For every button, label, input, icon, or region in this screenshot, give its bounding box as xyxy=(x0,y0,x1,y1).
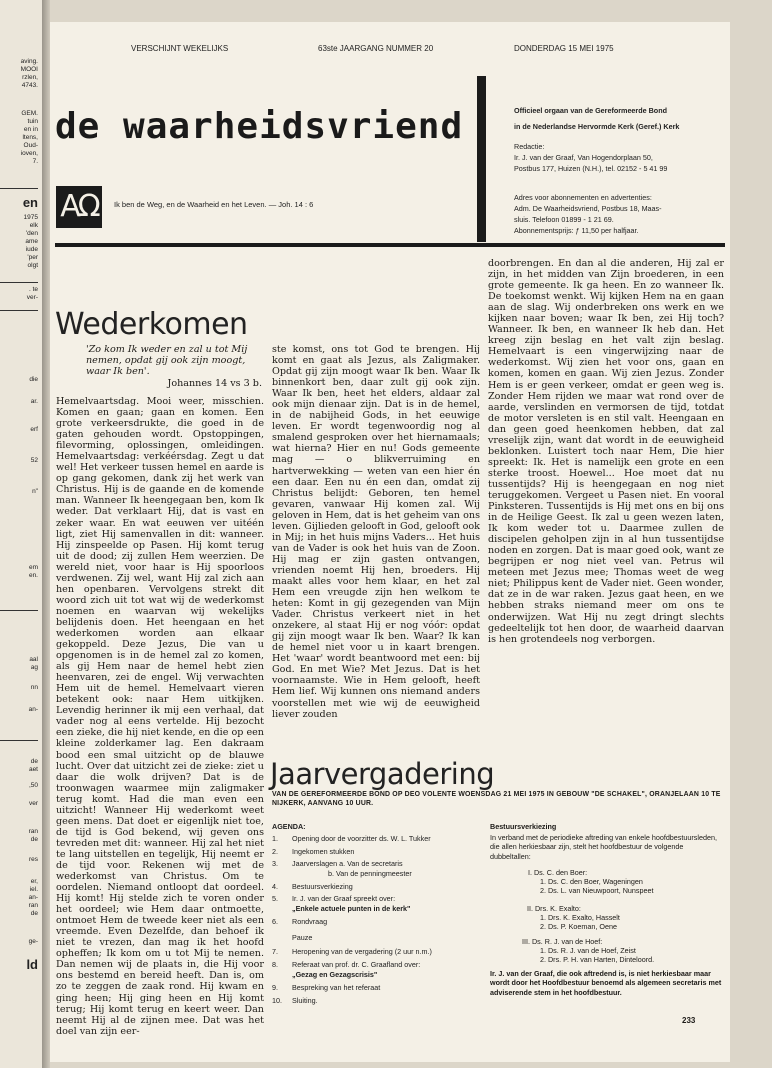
spine-fragment: ioven, xyxy=(20,150,38,157)
agenda-item-text: „Enkele actuele punten in de kerk" xyxy=(292,904,411,913)
spine-fragment: ver- xyxy=(26,294,38,301)
redactie-line-1: Ir. J. van der Graaf, Van Hogendorplaan 50, xyxy=(514,153,653,162)
volume-issue: 63ste JAARGANG NUMMER 20 xyxy=(318,44,434,53)
candidate-3b: 2. Drs. P. H. van Harten, Dinteloord. xyxy=(540,955,655,964)
spine-fragment: ar. xyxy=(30,398,38,405)
spine-fragment: en in xyxy=(23,126,38,133)
agenda-label: AGENDA: xyxy=(272,822,306,831)
spine-fragment: . te xyxy=(28,286,38,293)
agenda-item-number: 5. xyxy=(272,894,278,903)
agenda-item-text: Pauze xyxy=(292,933,313,942)
spine-fragment: de xyxy=(30,910,38,917)
spine-fragment: iude xyxy=(25,246,38,253)
spine-fragment: erf xyxy=(30,426,38,433)
masthead-title: de waarheidsvriend xyxy=(55,106,464,147)
agenda-item-number: 9. xyxy=(272,983,278,992)
agenda-item-number: 2. xyxy=(272,847,278,856)
agenda-item-number: 8. xyxy=(272,960,278,969)
spine-fragment: 7. xyxy=(32,158,38,165)
agenda-item-text: b. Van de penningmeester xyxy=(328,869,412,878)
spine-fragment: em xyxy=(28,564,38,571)
spine-fragment: Oud- xyxy=(23,142,38,149)
article-column-3-text: doorbrengen. En dan al die anderen, Hij zal er zijn, in het midden van Zijn broederen, in een grote gemeente. Ik ga heen. En zo wanneer Ik. De toekomst wenkt. Wij kijken Hem na en gaan aan de slag. Wij onderbreken ons werk en we kijken naar boven; waar Ik ben, zei Hij toch? Wanneer. Ik ben, en wanneer Ik heb dan. Het kreeg zijn beslag en het valt zijn beslag. Hemelvaart is een vingerwijzing naar de wederkomst. Wij zien het voor ons, gaan en komen, komen en gaan. Wij zien Jezus. Zonder Hem is er geen verkeer, omdat er geen weg is. Zonder Hem rijden we maar wat rond over de aarde, verslinden en vermorsen de tijd, totdat de motor versleten is en stil valt. Heengaan en dan geen goed heenkomen hebben, dat zal vreselijk zijn, want dat wordt in de eeuwigheid beklonken. Luistert toch naar Hem, Die hier spreekt: Ik. Het is namelijk een grote en een sterke troost. Hoewel... Hoe moet dat nu tussentijds? Hij is heengegaan en nog niet teruggekomen. Vergeet u Pasen niet. En vooral Pinksteren. Tussentijds is Hij met ons en bij ons in de Heilige Geest. Ik zal u geen wezen laten, Ik kom weder tot u. Daarmee zullen de discipelen geholpen zijn in al hun tussentijdse noden en zorgen. Dat is maar goed ook, want ze begrijpen er nog niet veel van. Petrus wil meteen met Jezus mee; Thomas weet de weg niet; Philippus kent de Vader niet. Geen wonder, dat ze in de war raken. Jezus gaat heen, en we hebben straks niemand meer om ons te onderwijzen. Wat Hij nu zegt dringt slechts gedeeltelijk tot hen door, de waarheid daarvan is hen grotendeels nog verborgen. xyxy=(488,258,724,645)
spine-fragment: en. xyxy=(28,572,38,579)
spine-fragment: ltens, xyxy=(22,134,38,141)
agenda-item-text: Opening door de voorzitter ds. W. L. Tukker xyxy=(292,834,431,843)
spine-fragment: ag xyxy=(30,664,38,671)
spine-fragment: an- xyxy=(28,894,38,901)
meeting-announcement: VAN DE GEREFORMEERDE BOND OP DEO VOLENTE WOENSDAG 21 MEI 1975 IN GEBOUW "DE SCHAKEL", ORANJELAAN 10 TE NIJKERK, AANVANG 10 UUR. xyxy=(272,791,721,807)
agenda-item-text: Jaarverslagen a. Van de secretaris xyxy=(292,859,403,868)
spine-rule xyxy=(0,282,38,283)
agenda-item-text: Sluiting. xyxy=(292,996,318,1005)
spine-fragment: iel. xyxy=(29,886,38,893)
agenda-item-text: Ingekomen stukken xyxy=(292,847,355,856)
spine-fragment: er, xyxy=(30,878,38,885)
spine-rule xyxy=(0,188,38,189)
agenda-item-text: Bestuursverkiezing xyxy=(292,882,353,891)
spine-fragment: ran xyxy=(28,828,38,835)
spine-fragment: ,50 xyxy=(28,782,38,789)
alpha-omega-logo: AΩ xyxy=(56,186,102,228)
candidate-group-2: II. Drs. K. Exalto: xyxy=(527,904,581,913)
article-title-jaarvergadering: Jaarvergadering xyxy=(270,757,495,791)
candidate-1b: 2. Ds. L. van Nieuwpoort, Nunspeet xyxy=(540,886,654,895)
address-line-2: Adm. De Waarheidsvriend, Postbus 18, Maas- xyxy=(514,204,662,213)
masthead-rule xyxy=(55,243,725,247)
agenda-item-number: 3. xyxy=(272,859,278,868)
spine-fragment: elk xyxy=(29,222,38,229)
official-organ-line-1: Officieel orgaan van de Gereformeerde Bond xyxy=(514,106,667,115)
article-column-3 xyxy=(488,258,724,738)
spine-fragment: ld xyxy=(26,957,38,972)
agenda-item-text: „Gezag en Gezagscrisis" xyxy=(292,970,378,979)
scripture-quote: 'Zo kom Ik weder en zal u tot Mij nemen, opdat gij ook zijn moogt, waar Ik ben'. xyxy=(86,344,248,378)
election-title: Bestuursverkiezing xyxy=(490,822,557,831)
agenda-item-text: Referaat van prof. dr. C. Graafland over: xyxy=(292,960,421,969)
agenda-item-number: 6. xyxy=(272,917,278,926)
article-column-2 xyxy=(272,344,480,752)
candidate-2a: 1. Drs. K. Exalto, Hasselt xyxy=(540,913,620,922)
spine-fragment: en xyxy=(22,195,38,210)
agenda-item-number: 10. xyxy=(272,996,282,1005)
agenda-item-number: 7. xyxy=(272,947,278,956)
spine-fragment: GEM. xyxy=(21,110,38,117)
agenda-item-text: Bespreking van het referaat xyxy=(292,983,381,992)
spine-fragment: tuin xyxy=(27,118,38,125)
candidate-3a: 1. Ds. R. J. van de Hoef, Zeist xyxy=(540,946,636,955)
candidate-2b: 2. Ds. P. Koeman, Oene xyxy=(540,922,617,931)
page-gutter xyxy=(42,0,50,1068)
subscription-price: Abonnementsprijs: ƒ 11,50 per halfjaar. xyxy=(514,226,639,235)
article-column-2-text: ste komst, ons tot God te brengen. Hij komt en gaat als Jezus, als Zaligmaker. Opdat gij zijn moogt waar Ik ben. Waar Ik binnenkort ben, daar zult gij ook zijn. Waar Ik ben, heet het elders, aldaar zal ook mijn dienaar zijn. Dat is in de hemel, in de nabijheid Gods, in het eeuwige leven. Er wordt tegenwoordig nog al smalend gesproken over het hiernamaals; wat hierna? Hier en nu! Gods gemeente mag — o blikverruiming en hartverwekking — weten van een hier én een daar. Een nu én een dan, omdat zij Christus belijdt: Geboren, ten hemel gevaren, vanwaar Hij komen zal. Wij geloven in Hem, dat is het geheim van ons leven. Gijlieden gelooft in God, gelooft ook in Mij; in het huis mijns Vaders... Het huis van de Vader is ook het huis van de Zoon. Hij mag er zijn gasten ontvangen, vrienden noemt Hij hen, broeders. Hij maakt alles voor hem klaar, en het zal Hem een vreugde zijn hen welkom te heten: Komt in gij gezegenden van Mijn Vader. Christus verkeert niet in het onzekere, al staat Hij er nog vóór: opdat gij zijn moogt waar Ik ben. Waar? Ik kan de hemel niet voor u in kaart brengen. Het 'waar' wordt beantwoord met een: bij God. En met Wie? Met Jezus. Dat is het voornaamste. Wie in Hem gelooft, heeft Hem lief. Wij kunnen ons niemand anders voorstellen met wie wij de eeuwigheid liever zouden xyxy=(272,344,480,720)
address-line-3: sluis. Telefoon 01899 - 1 21 69. xyxy=(514,215,614,224)
spine-fragment: olgt xyxy=(27,262,38,269)
agenda-item-number: 1. xyxy=(272,834,278,843)
scripture-reference: Johannes 14 vs 3 b. xyxy=(167,378,262,389)
candidate-group-1: I. Ds. C. den Boer: xyxy=(528,868,588,877)
official-organ-line-2: in de Nederlandse Hervormde Kerk (Geref.) Kerk xyxy=(514,122,680,131)
agenda-item-text: Rondvraag xyxy=(292,917,328,926)
election-intro: In verband met de periodieke aftreding van enkele hoofdbestuursleden, die allen herkiesbaar zijn, stelt het hoofdbestuur de volgende dubbeltallen: xyxy=(490,833,717,861)
election-closing-note: Ir. J. van der Graaf, die ook aftredend is, is niet herkiesbaar maar wordt door het Hoofdbestuur benoemd als algemeen secretaris met adviserende stem in het hoofdbestuur. xyxy=(490,969,722,997)
spine-fragment: de xyxy=(30,836,38,843)
spine-fragment: aal xyxy=(29,656,38,663)
spine-fragment: ame xyxy=(25,238,38,245)
spine-fragment: aet xyxy=(28,766,38,773)
previous-page-edge xyxy=(0,0,44,1068)
spine-fragment: nn xyxy=(30,684,38,691)
spine-fragment: 4743. xyxy=(21,82,38,89)
spine-fragment: MOOI xyxy=(20,66,38,73)
candidate-group-3: III. Ds. R. J. van de Hoef: xyxy=(522,937,603,946)
spine-rule xyxy=(0,740,38,741)
spine-fragment: rzlen, xyxy=(22,74,38,81)
spine-fragment: 1975 xyxy=(23,214,38,221)
article-title-wederkomen: Wederkomen xyxy=(55,307,248,342)
spine-fragment: 52 xyxy=(30,457,38,464)
spine-fragment: res xyxy=(28,856,38,863)
spine-rule xyxy=(0,310,38,311)
spine-fragment: de xyxy=(30,758,38,765)
agenda-item-text: Heropening van de vergadering (2 uur n.m.) xyxy=(292,947,432,956)
redactie-label: Redactie: xyxy=(514,142,545,151)
candidate-1a: 1. Ds. C. den Boer, Wageningen xyxy=(540,877,643,886)
issue-date: DONDERDAG 15 MEI 1975 xyxy=(514,44,614,53)
spine-fragment: an- xyxy=(28,706,38,713)
spine-fragment: ran xyxy=(28,902,38,909)
spine-fragment: aving. xyxy=(20,58,38,65)
page-number: 233 xyxy=(682,1016,696,1025)
spine-fragment: ge- xyxy=(28,938,38,945)
spine-fragment: n" xyxy=(32,488,38,495)
spine-fragment: 'per xyxy=(27,254,38,261)
article-column-1-text: Hemelvaartsdag. Mooi weer, misschien. Komen en gaan; gaan en komen. Een grote verkeersdrukte, die goed in de gaten gehouden wordt. Opstoppingen, filevorming, oplossingen, omleidingen. Hemelvaartsdag: verkéérsdag. Zegt u dat wel! Het verkeer tussen hemel en aarde is op gang gekomen, dank zij het werk van Christus. Hij is de gaande en de komende man. Wanneer Ik heengegaan ben, kom Ik weder. Dat verklaart Hij, dat is vast en zeker waar. En wat eeuwen ver uitéén ligt, ziet Hij samenvallen in dit: wanneer. Hij zinspeelde op Pasen. Hij komt terug uit de dood; zij zullen Hem weerzien. De wereld niet, voor haar is Hij spoorloos verdwenen. Zij wel, want Hij zal zich aan hen openbaren. Vervolgens strekt dit woord zich uit tot wat wij de wederkomst noemen en waarvan wij wekelijks belijdenis doen. Het heengaan en het wederkomen worden aan elkaar gekoppeld. Deze Jezus, Die van u opgenomen is in de hemel zal zo komen, als gij Hem naar de hemel hebt zien heenvaren, zei de engel. Wij verwachten Hem uit de hemel. Hemelvaart vieren betekent ook: naar Hem uitkijken. Levendig herinner ik mij een verhaal, dat vader nog al eens vertelde. Hij bezocht een zieke, die hij niet kende, en die op een kleine zolderkamer lag. Een dakraam bood een smal uitzicht op de blauwe lucht. Over dat uitzicht zei de zieke: ziet u daar die wolk drijven? Dat is de troonwagen waarmee mijn zaligmaker terug komt. Had die man even een uitzicht! Wanneer Hij wederkomt weet geen mens. Dat doet er eigenlijk niet toe, de tijd is God bekend, wij geven ons tevreden met dit: wanneer. Hij zal het niet te lang uitstellen en tegelijk, Hij neemt er de tijd voor. Rekenen wij met de wederkomst van Christus. Om te oordelen. Niemand ontloopt dat oordeel. Hij komt! Hij stelde zich te voren onder het oordeel; wie Hem daar ontmoette, ontmoet Hem de tweede keer niet als een vreemde. Even Dezelfde, dan behoef ik niet te vrezen, dan mag ik het hoofd opheffen; Ik kom om u tot Mij te nemen. Dan nemen wij de plaats in, die Hij voor ons bestemd en bereid heeft. Dan is, om zo te zeggen de zaak rond. Hij kwam en ging heen; Hij ging heen en Hij komt terug; Hij komt terug en keert weer. Dan neemt Hij al de zijnen mee. Dat was het doel van zijn eer- xyxy=(56,396,264,1037)
spine-fragment: die xyxy=(29,376,38,383)
spine-rule xyxy=(0,610,38,611)
redactie-line-2: Postbus 177, Huizen (N.H.), tel. 02152 - 5 41 99 xyxy=(514,164,668,173)
address-line-1: Adres voor abonnementen en advertenties: xyxy=(514,193,652,202)
frequency-label: VERSCHIJNT WEKELIJKS xyxy=(131,44,229,53)
agenda-item-number: 4. xyxy=(272,882,278,891)
motto: Ik ben de Weg, en de Waarheid en het Leven. — Joh. 14 : 6 xyxy=(114,200,314,209)
masthead-divider xyxy=(477,76,486,242)
agenda-item-text: Ir. J. van der Graaf spreekt over: xyxy=(292,894,396,903)
article-column-1 xyxy=(56,396,264,1037)
spine-fragment: ver xyxy=(28,800,38,807)
spine-fragment: 'den xyxy=(25,230,38,237)
